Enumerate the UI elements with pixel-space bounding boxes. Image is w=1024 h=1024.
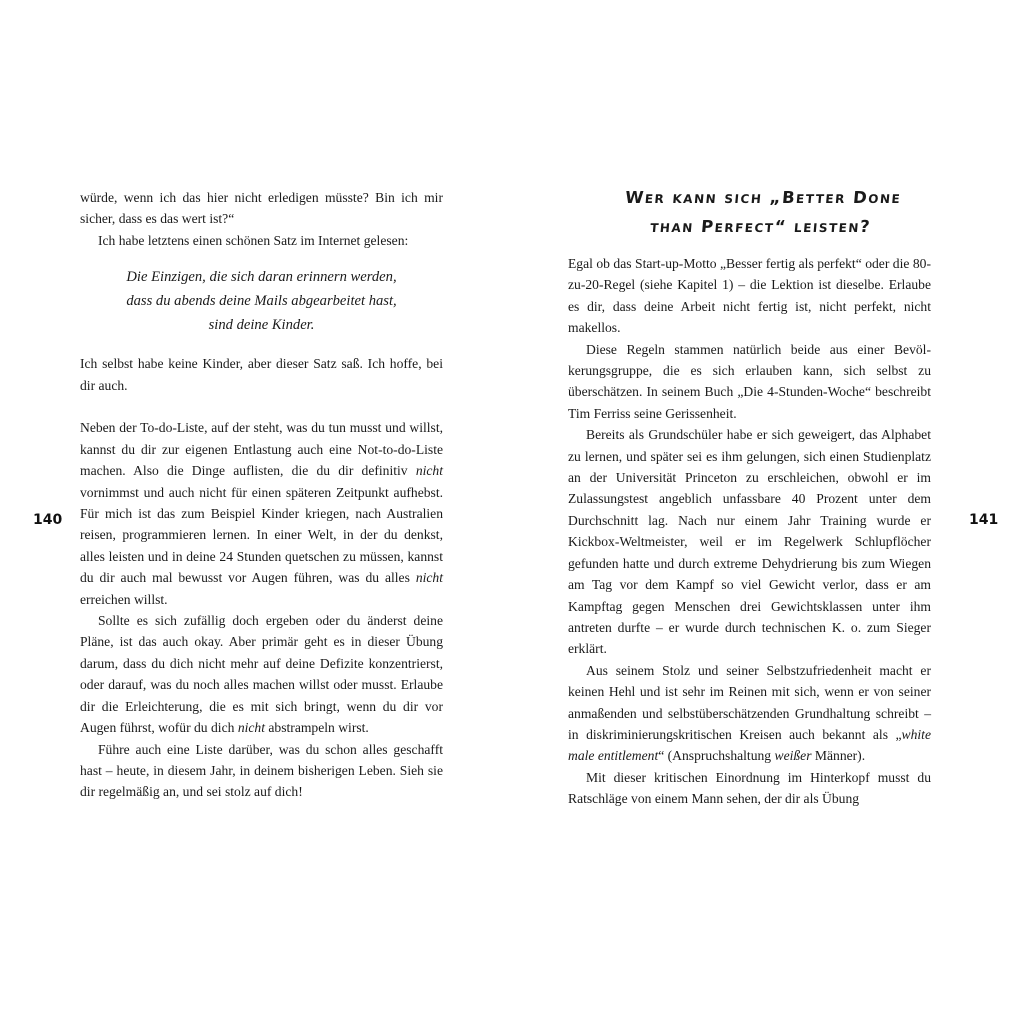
- paragraph: würde, wenn ich das hier nicht erledigen müsste? Bin ich mir sicher, dass es das wert ist?“: [80, 190, 443, 227]
- right-page: [512, 0, 1024, 1024]
- page-number-right: 141: [969, 512, 999, 528]
- quote-line: Die Einzigen, die sich daran erinnern werden,: [126, 269, 397, 286]
- paragraph: Sollte es sich zufällig doch ergeben oder du änderst deine Pläne, ist das auch okay. Aber primär geht es in dieser Übung darum, dass du dich nicht mehr auf deine Defizite konzentrierst, oder darauf, was du noch alles machen willst oder musst. Erlaube dir die Erleichterung, die es mit sich bringt, wenn du dir vor Augen führst, wofür du dich nicht abstrampeln wirst.: [80, 613, 443, 736]
- paragraph: Egal ob das Start-up-Motto „Besser fertig als perfekt“ oder die 80-zu-20-Regel (siehe Kapitel 1) – die Lektion ist dieselbe. Erlaube es dir, dass deine Arbeit nicht fertig ist, nicht perfekt, nicht makellos.: [568, 256, 931, 336]
- paragraph: Aus seinem Stolz und seiner Selbstzufriedenheit macht er keinen Hehl und ist sehr im Reinen mit sich, wenn er von seiner anmaßenden und selbstüberschätzenden Grundhaltung schreibt – in diskriminierungskritischen Kreisen auch bekannt als „white male entitlement“ (Anspruchshaltung weißer Männer).: [568, 662, 931, 764]
- heading-line: than Perfect“ leisten?: [649, 217, 872, 236]
- chapter-heading: [589, 183, 934, 241]
- paragraph: Mit dieser kritischen Einordnung im Hinterkopf musst du Ratschläge von einem Mann sehen, der dir als Übung: [568, 769, 931, 807]
- paragraph: Bereits als Grundschüler habe er sich geweigert, das Alphabet zu lernen, und später sei es ihm gelungen, sich einen Studienplatz an der Universität Princeton zu erschleichen, obwohl er im Zulassungstest angeblich unfassbare 40 Prozent unter dem Durchschnitt lag. Nach nur einem Jahr Training wurde er Kickbox-Weltmeister, weil er im Regelwerk Schlupflöcher gefunden hatte und durch extreme Dehydrierung bis zum Wiegen am Tag vor dem Kampf so viel Gewicht verlor, dass er am Kampftag gegen Menschen drei Gewichtsklassen unter ihm antreten durfte – er wurde durch technischen K. o. zum Sieger erklärt.: [568, 427, 931, 657]
- heading-line: Wer kann sich „Better Done: [624, 188, 903, 207]
- paragraph: Ich habe letztens einen schönen Satz im Internet gelesen:: [98, 232, 409, 248]
- quote-line: sind deine Kinder.: [208, 317, 315, 334]
- right-text-column: [568, 253, 931, 810]
- paragraph: Ich selbst habe keine Kinder, aber dieser Satz saß. Ich hoffe, bei dir auch.: [80, 356, 443, 393]
- paragraph: Führe auch eine Liste darüber, was du schon alles geschafft hast – heute, in diesem Jahr, in deinem bisherigen Leben. Sieh sie dir regelmäßig an, und sei stolz auf dich!: [80, 741, 443, 800]
- block-quote: [80, 265, 443, 337]
- paragraph: Neben der To-do-Liste, auf der steht, was du tun musst und willst, kannst du dir zur eigenen Entlastung auch eine Not-to-do-Liste machen. Also die Dinge auflisten, die du dir definitiv nicht vornimmst und auch nicht für einen späteren Zeitpunkt aufhebst. Für mich ist das zum Beispiel Kinder kriegen, nach Australien reisen, programmieren lernen. In einer Welt, in der du denkst, alles leisten und in deine 24 Stunden quetschen zu müssen, kannst du dir auch mal bewusst vor Augen führen, was du alles nicht erreichen willst.: [80, 420, 443, 607]
- left-text-column: [80, 187, 443, 803]
- paragraph: Diese Regeln stammen natürlich beide aus einer Bevölkerungsgruppe, die es sich erlauben kann, sich selbst zu überschätzen. In seinem Buch „Die 4-Stunden-Woche“ beschreibt Tim Ferriss seine Gerissenheit.: [568, 341, 931, 421]
- quote-line: dass du abends deine Mails abgearbeitet hast,: [126, 293, 397, 310]
- page-number-left: 140: [33, 512, 63, 528]
